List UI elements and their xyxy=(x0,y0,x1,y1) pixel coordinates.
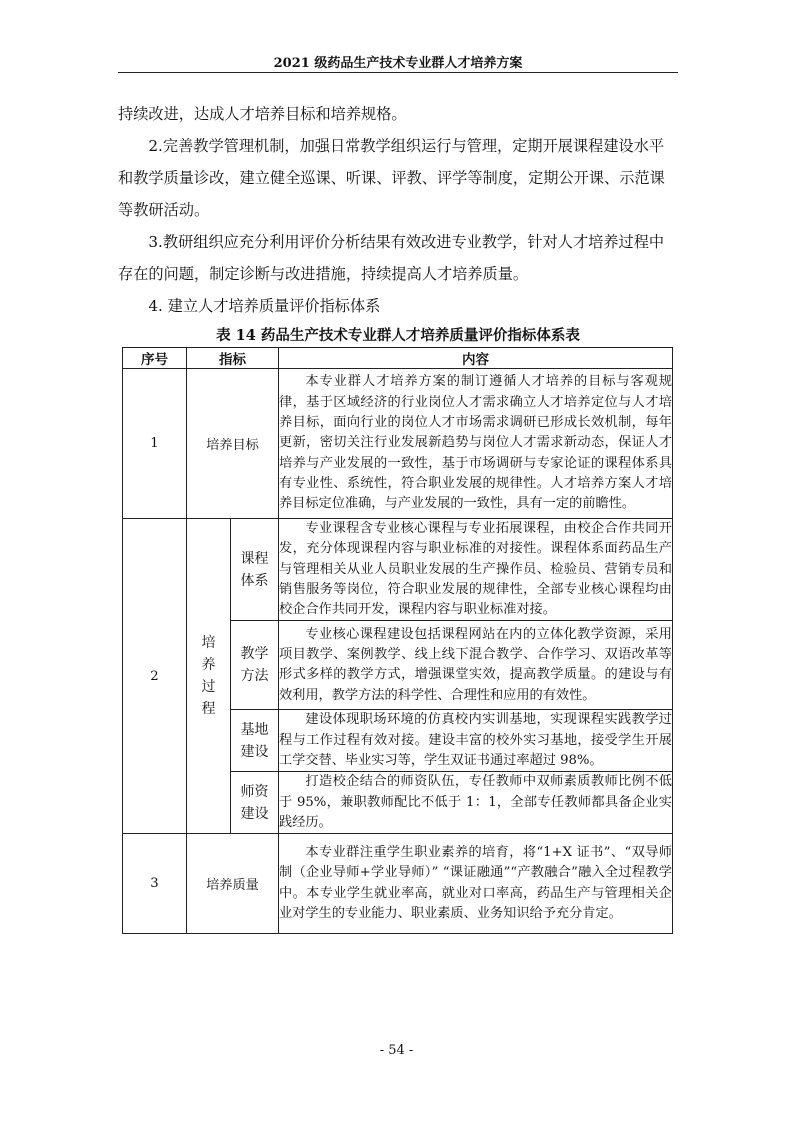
paragraph-2: 2.完善教学管理机制，加强日常教学组织运行与管理，定期开展课程建设水平和教学质量诊改，建立健全巡课、听课、评教、评学等制度，定期公开课、示范课等教研活动。 xyxy=(118,137,665,219)
sub-content: 专业核心课程建设包括课程网站在内的立体化教学资源，采用项目教学、案例教学、线上线下混合教学、合作学习、双语改革等形式多样的教学方式，增强课堂实效，提高教学质量。的建设与有效利用，教学方法的科学性、合理性和应用的有效性。 xyxy=(279,621,673,710)
paragraph-3: 3.教研组织应充分利用评价分析结果有效改进专业教学，针对人才培养过程中存在的问题，制定诊断与改进措施，持续提高人才培养质量。 xyxy=(118,233,665,283)
page-number: - 54 - xyxy=(379,1043,414,1058)
row-num: 3 xyxy=(123,834,187,934)
header-num: 序号 xyxy=(123,348,187,369)
row-indicator: 培养目标 xyxy=(187,369,279,519)
header-rule xyxy=(118,72,678,73)
table-row xyxy=(123,834,673,934)
row-num: 2 xyxy=(123,519,187,834)
row-indicator-text: 培养过程 xyxy=(201,635,216,718)
evaluation-table xyxy=(122,347,673,934)
row-indicator-vertical xyxy=(187,519,231,834)
sub-indicator: 课程体系 xyxy=(231,519,279,621)
sub-indicator: 基地建设 xyxy=(231,710,279,772)
row-content: 本专业群人才培养方案的制订遵循人才培养的目标与客观规律，基于区域经济的行业岗位人才需求确立人才培养定位与人才培养目标，面向行业的岗位人才市场需求调研已形成长效机制，每年更新，密切关注行业发展新趋势与岗位人才需求新动态，保证人才培养与产业发展的一致性，基于市场调研与专家论证的课程体系具有专业性、系统性，符合职业发展的规律性。人才培养方案人才培养目标定位准确，与产业发展的一致性，具有一定的前瞻性。 xyxy=(279,369,673,519)
sub-content: 打造校企结合的师资队伍，专任教师中双师素质教师比例不低于 95%，兼职教师配比不低于 1：1，全部专任教师都具备企业实践经历。 xyxy=(279,772,673,834)
sub-content: 建设体现职场环境的仿真校内实训基地，实现课程实践教学过程与工作过程有效对接。建设丰富的校外实习基地，接受学生开展工学交替、毕业实习等，学生双证书通过率超过 98%。 xyxy=(279,710,673,772)
table-row xyxy=(123,369,673,519)
page-header: 2021 级药品生产技术专业群人才培养方案 xyxy=(273,56,523,71)
paragraph-1: 持续改进，达成人才培养目标和培养规格。 xyxy=(118,105,407,123)
row-num: 1 xyxy=(123,369,187,519)
table-row xyxy=(123,519,673,621)
table-header-row xyxy=(123,348,673,369)
row-content: 本专业群注重学生职业素养的培育，将“1+X 证书”、“双导师制（企业导师+学业导师）” “课证融通”“产教融合”融入全过程教学中。本专业学生就业率高，就业对口率高，药品生产与管理相关企业对学生的专业能力、职业素质、业务知识给予充分肯定。 xyxy=(279,834,673,934)
sub-indicator: 教学方法 xyxy=(231,621,279,710)
table-caption: 表 14 药品生产技术专业群人才培养质量评价指标体系表 xyxy=(216,327,580,344)
sub-content: 专业课程含专业核心课程与专业拓展课程，由校企合作共同开发，充分体现课程内容与职业标准的对接性。课程体系面药品生产与管理相关从业人员职业发展的生产操作员、检验员、营销专员和销售服务等岗位，符合职业发展的规律性，全部专业核心课程均由校企合作共同开发，课程内容与职业标准对接。 xyxy=(279,519,673,621)
sub-indicator: 师资建设 xyxy=(231,772,279,834)
paragraph-4: 4. 建立人才培养质量评价指标体系 xyxy=(148,297,381,315)
header-content: 内容 xyxy=(279,348,673,369)
row-indicator: 培养质量 xyxy=(187,834,279,934)
header-indicator: 指标 xyxy=(187,348,279,369)
